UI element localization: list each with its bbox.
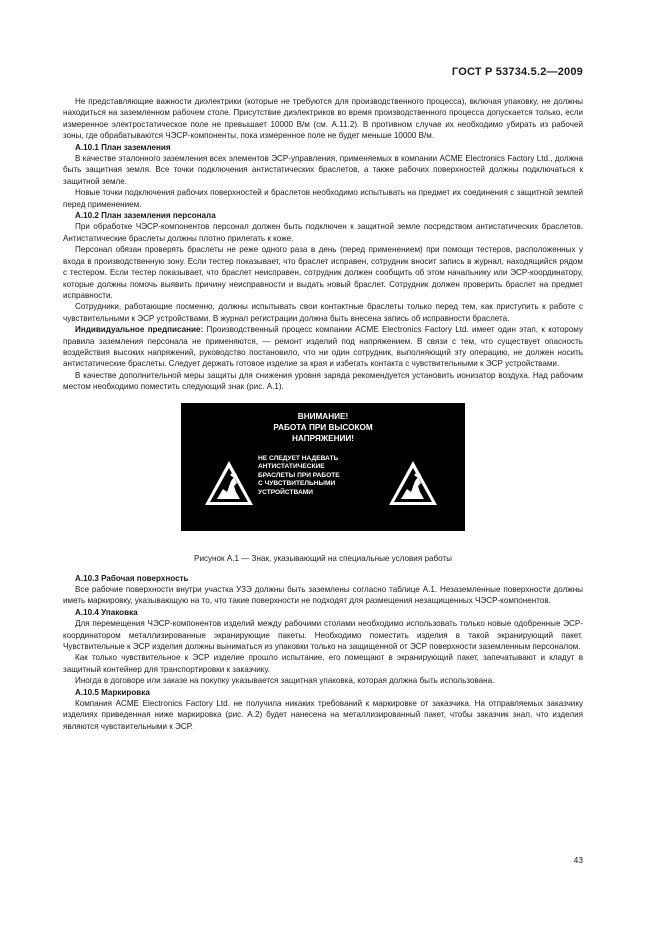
section-heading-a10-4: А.10.4 Упаковка (75, 607, 138, 617)
sign-text-line: УСТРОЙСТВАМИ (258, 488, 313, 496)
sign-text (258, 455, 378, 498)
section-heading-a10-2: А.10.2 План заземления персонала (75, 211, 216, 221)
sign-title (181, 411, 465, 444)
paragraph: Персонал обязан проверять браслеты не реже одного раза в день (перед применением) при помощи тестеров, расположенных у входа в производственную зону. Если тестер показывает, что браслет исправен, сотрудник вносит запись в журнал, находящийся рядом с тестером. Если тестер показывает, что браслет неисправен, сотрудник должен сообщить об этом начальнику или ЭСР-координатору, которые должны помочь выявить причину неисправности и выдать новый браслет. Сотрудник должен проверить браслет на предмет исправности. (63, 245, 583, 300)
paragraph: Компания ACME Electronics Factory Ltd. не получила никаких требований к маркировке от заказчика. На отправляемых заказчику изделиях приведенная ниже маркировка (рис. А.2) будет нанесена на металлизированный пакет, чтобы заказчик знал, что изделия являются чувствительными к ЭСР. (63, 699, 583, 731)
lead-text: Производственный процесс компании ACME Electronics Factory Ltd. имеет один этап, к которому правила заземления персонала не применяются, — ремонт изделий под напряжением. В связи с тем, что существует опасность воздействия высоких напряжений, руководство постановило, что ни один сотрудник, выполняющий эту операцию, не должен носить антистатические браслеты. Следует держать готовое изделие за края и избегать контакта с чувствительными к ЭСР устройствами. (63, 325, 583, 369)
esd-warning-icon (203, 459, 255, 507)
sign-title-line: ВНИМАНИЕ! (297, 411, 349, 421)
document-body (63, 96, 583, 732)
sign-text-line: БРАСЛЕТЫ ПРИ РАБОТЕ (258, 471, 340, 479)
paragraph: В качестве дополнительной меры защиты для снижения уровня заряда рекомендуется установить ионизатор воздуха. Над рабочим местом необходимо поместить следующий знак (рис. А.1). (63, 370, 583, 392)
paragraph: Как только чувствительное к ЭСР изделие прошло испытание, его помещают в экранирующий пакет, запечатывают и кладут в защитный контейнер для транспортировки к заказчику. (63, 653, 583, 674)
warning-sign (181, 403, 465, 531)
figure-a1 (63, 403, 583, 573)
sign-text-line: АНТИСТАТИЧЕСКИЕ (258, 463, 325, 471)
esd-warning-icon (387, 459, 439, 507)
standard-number: ГОСТ Р 53734.5.2—2009 (451, 66, 583, 78)
paragraph: Не представляющие важности диэлектрики (которые не требуются для производственного процесса), включая упаковку, не должны находиться на заземленном рабочем столе. Присутствие диэлектриков во время производственного процесса допускается только, если измеренное электростатическое поле не превышает 10000 В/м (см. А.11.2). В противном случае их необходимо убирать из рабочей зоны, где обрабатываются ЧЭСР-компоненты, пока измеренное поле не будет меньше 10000 В/м. (63, 97, 583, 141)
page-number: 43 (573, 855, 583, 865)
sign-title-line: НАПРЯЖЕНИИ! (291, 433, 354, 443)
sign-title-line: РАБОТА ПРИ ВЫСОКОМ (273, 422, 373, 432)
paragraph: Новые точки подключения рабочих поверхностей и браслетов необходимо испытывать на предмет их соединения с защитной землей перед применением. (63, 188, 583, 209)
paragraph: При обработке ЧЭСР-компонентов персонал должен быть подключен к защитной земле посредством антистатических браслетов. Антистатические браслеты должны плотно прилегать к коже. (63, 222, 583, 243)
figure-caption: Рисунок А.1 — Знак, указывающий на специальные условия работы (194, 553, 452, 563)
section-heading-a10-5: А.10.5 Маркировка (75, 687, 150, 697)
paragraph: Все рабочие поверхности внутри участка УЗЭ должны быть заземлены согласно таблице А.1. Незаземленные поверхности должны иметь маркировку, указывающую на то, что такие поверхности не подходят для размещения незащищенных ЧЭСР-компонентов. (63, 584, 583, 606)
paragraph: Иногда в договоре или заказе на покупку указывается защитная упаковка, которая должна быть использована. (75, 676, 495, 686)
paragraph: В качестве эталонного заземления всех элементов ЭСР-управления, применяемых в компании ACME Electronics Factory Ltd., должна быть защитная земля. Все точки подключения антистатических браслетов, а также рабочих поверхностей должны подключаться к защитной земле. (63, 154, 583, 186)
paragraph: Для перемещения ЧЭСР-компонентов изделий между рабочими столами необходимо использовать только новые одобренные ЭСР-координатором металлизированные экранирующие пакеты. Необходимо поместить изделия в такой экранирующий пакет. Чувствительные к ЭСР изделия должны выниматься из упаковки только на защищенной от ЭСР поверхности заземленным персоналом. (63, 619, 583, 651)
lead-term: Индивидуальное предписание: (75, 325, 204, 335)
sign-text-line: С ЧУВСТВИТЕЛЬНЫМИ (258, 480, 336, 488)
paragraph: Сотрудники, работающие посменно, должны испытывать свои контактные браслеты только перед тем, как приступить к работе с чувствительными к ЭСР устройствами. В журнал регистрации должна быть внесена запись об исправности браслета. (63, 302, 583, 323)
section-heading-a10-1: А.10.1 План заземления (75, 142, 171, 152)
section-heading-a10-3: А.10.3 Рабочая поверхность (75, 573, 189, 583)
paragraph-individual-rule (63, 324, 583, 370)
sign-text-line: НЕ СЛЕДУЕТ НАДЕВАТЬ (258, 454, 339, 462)
